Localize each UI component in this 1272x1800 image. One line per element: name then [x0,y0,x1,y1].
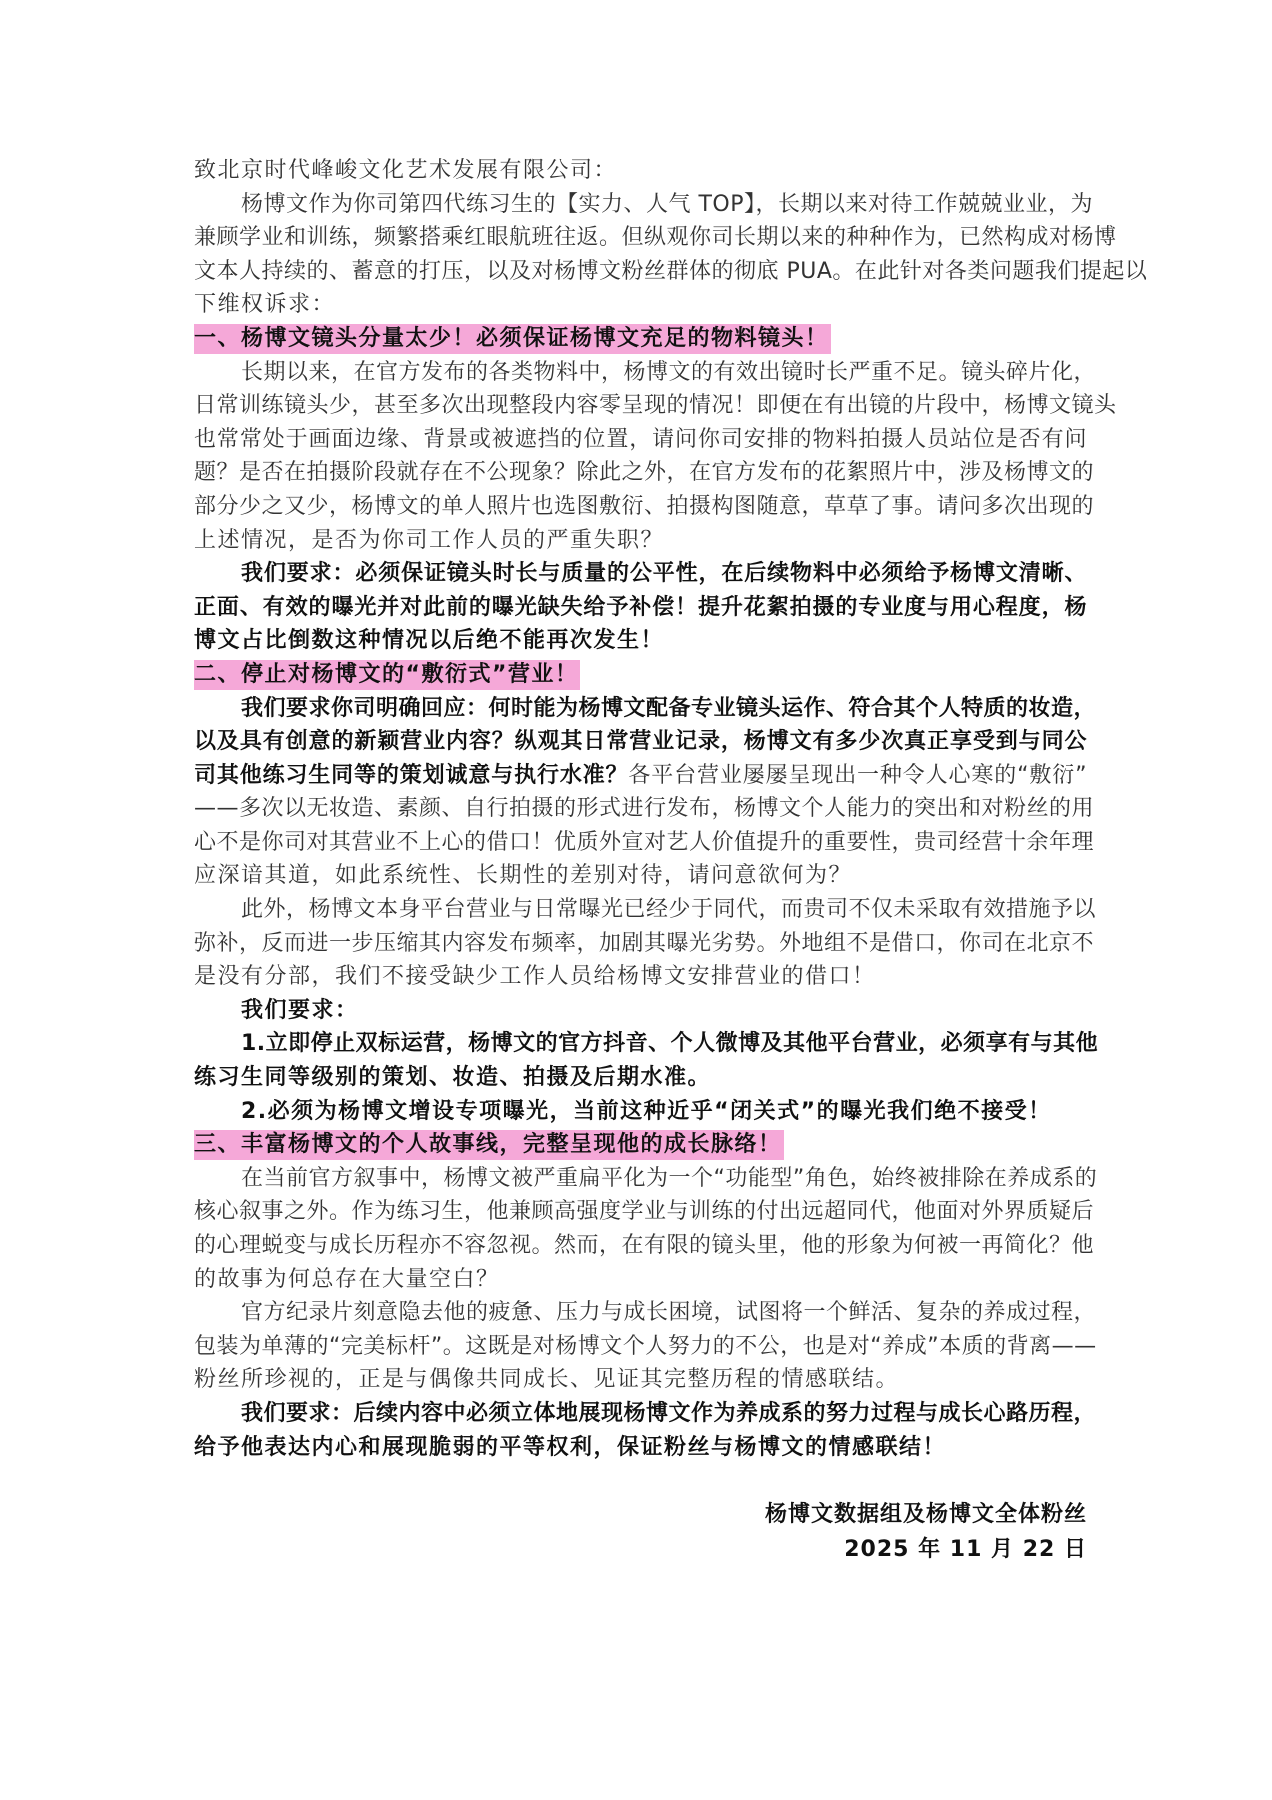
text-line: 我们要求： [241,997,359,1023]
text-line: 此外，杨博文本身平台营业与日常曝光已经少于同代，而贵司不仅未采取有效措施予以 [241,897,1097,923]
text-segment: 各平台营业屡屡呈现出一种令人心寒的“敷衍” [628,762,1087,788]
text-line: ——多次以无妆造、素颜、自行拍摄的形式进行发布，杨博文个人能力的突出和对粉丝的用 [194,796,1095,822]
text-line: 也常常处于画面边缘、背景或被遮挡的位置，请问你司安排的物料拍摄人员站位是否有问 [194,426,1087,452]
text-line: 下维权诉求： [194,292,336,318]
text-line: 日常训练镜头少，甚至多次出现整段内容零呈现的情况！即便在有出镜的片段中，杨博文镜头 [194,393,1117,419]
text-line: 应深谙其道，如此系统性、长期性的差别对待，请问意欲何为？ [194,863,853,889]
text-line: 兼顾学业和训练，频繁搭乘红眼航班往返。但纵观你司长期以来的种种作为，已然构成对杨博 [194,225,1117,251]
letter-body [194,154,1148,1464]
text-line: 的故事为何总存在大量空白？ [194,1266,500,1292]
text-line: 以及具有创意的新颖营业内容？纵观其日常营业记录，杨博文有多少次真正享受到与同公 [194,729,1087,755]
signature-block [765,1497,1087,1567]
text-line [194,759,1087,793]
text-line: 文本人持续的、蓄意的打压，以及对杨博文粉丝群体的彻底 PUA。在此针对各类问题我们提起以 [194,258,1148,284]
section-heading [194,322,1087,356]
text-line: 上述情况，是否为你司工作人员的严重失职？ [194,527,665,553]
highlighted-heading-text: 一、杨博文镜头分量太少！必须保证杨博文充足的物料镜头！ [194,324,831,354]
text-line: 长期以来，在官方发布的各类物料中，杨博文的有效出镜时长严重不足。镜头碎片化， [241,359,1097,385]
text-line: 我们要求：必须保证镜头时长与质量的公平性，在后续物料中必须给予杨博文清晰、 [241,561,1087,587]
text-line: 杨博文作为你司第四代练习生的【实力、人气 TOP】，长期以来对待工作兢兢业业，为 [241,191,1094,217]
text-line: 心不是你司对其营业不上心的借口！优质外宣对艺人价值提升的重要性，贵司经营十余年理 [194,829,1095,855]
text-line: 致北京时代峰峻文化艺术发展有限公司： [194,158,618,183]
text-line: 包装为单薄的“完美标杆”。这既是对杨博文个人努力的不公，也是对“养成”本质的背离—— [194,1333,1097,1359]
text-line: 弥补，反而进一步压缩其内容发布频率，加剧其曝光劣势。外地组不是借口，你司在北京不 [194,930,1095,956]
text-line: 博文占比倒数这种情况以后绝不能再次发生！ [194,628,665,654]
text-line: 粉丝所珍视的，正是与偶像共同成长、见证其完整历程的情感联结。 [194,1367,900,1393]
text-line: 官方纪录片刻意隐去他的疲惫、压力与成长困境，试图将一个鲜活、复杂的养成过程， [241,1300,1097,1326]
text-line: 部分少之又少，杨博文的单人照片也选图敷衍、拍摄构图随意，草草了事。请问多次出现的 [194,493,1095,519]
text-line: 是没有分部，我们不接受缺少工作人员给杨博文安排营业的借口！ [194,964,876,990]
text-line: 核心叙事之外。作为练习生，他兼顾高强度学业与训练的付出远超同代，他面对外界质疑后 [194,1199,1095,1225]
text-line: 1.立即停止双标运营，杨博文的官方抖音、个人微博及其他平台营业，必须享有与其他 [241,1031,1099,1057]
highlighted-heading-text: 三、丰富杨博文的个人故事线，完整呈现他的成长脉络！ [194,1130,784,1160]
highlighted-heading-text: 二、停止对杨博文的“敷衍式”营业！ [194,660,580,690]
signature: 杨博文数据组及杨博文全体粉丝 [764,1502,1087,1527]
section-heading [194,658,1087,692]
section-heading [194,1128,1087,1162]
text-line: 练习生同等级别的策划、妆造、拍摄及后期水准。 [194,1065,712,1091]
text-line: 2.必须为杨博文增设专项曝光，当前这种近乎“闭关式”的曝光我们绝不接受！ [241,1098,1052,1124]
text-line: 给予他表达内心和展现脆弱的平等权利，保证粉丝与杨博文的情感联结！ [194,1434,947,1460]
text-line: 题？是否在拍摄阶段就存在不公现象？除此之外，在官方发布的花絮照片中，涉及杨博文的 [194,460,1095,486]
bold-text-segment: 司其他练习生同等的策划诚意与执行水准？ [194,762,629,788]
text-line: 在当前官方叙事中，杨博文被严重扁平化为一个“功能型”角色，始终被排除在养成系的 [241,1165,1098,1191]
date: 2025 年 11 月 22 日 [844,1537,1087,1562]
text-line: 的心理蜕变与成长历程亦不容忽视。然而，在有限的镜头里，他的形象为何被一再简化？他 [194,1233,1095,1258]
text-line: 正面、有效的曝光并对此前的曝光缺失给予补偿！提升花絮拍摄的专业度与用心程度，杨 [194,594,1087,620]
text-line: 我们要求你司明确回应：何时能为杨博文配备专业镜头运作、符合其个人特质的妆造， [241,695,1097,721]
text-line: 我们要求：后续内容中必须立体地展现杨博文作为养成系的努力过程与成长心路历程， [241,1400,1097,1426]
